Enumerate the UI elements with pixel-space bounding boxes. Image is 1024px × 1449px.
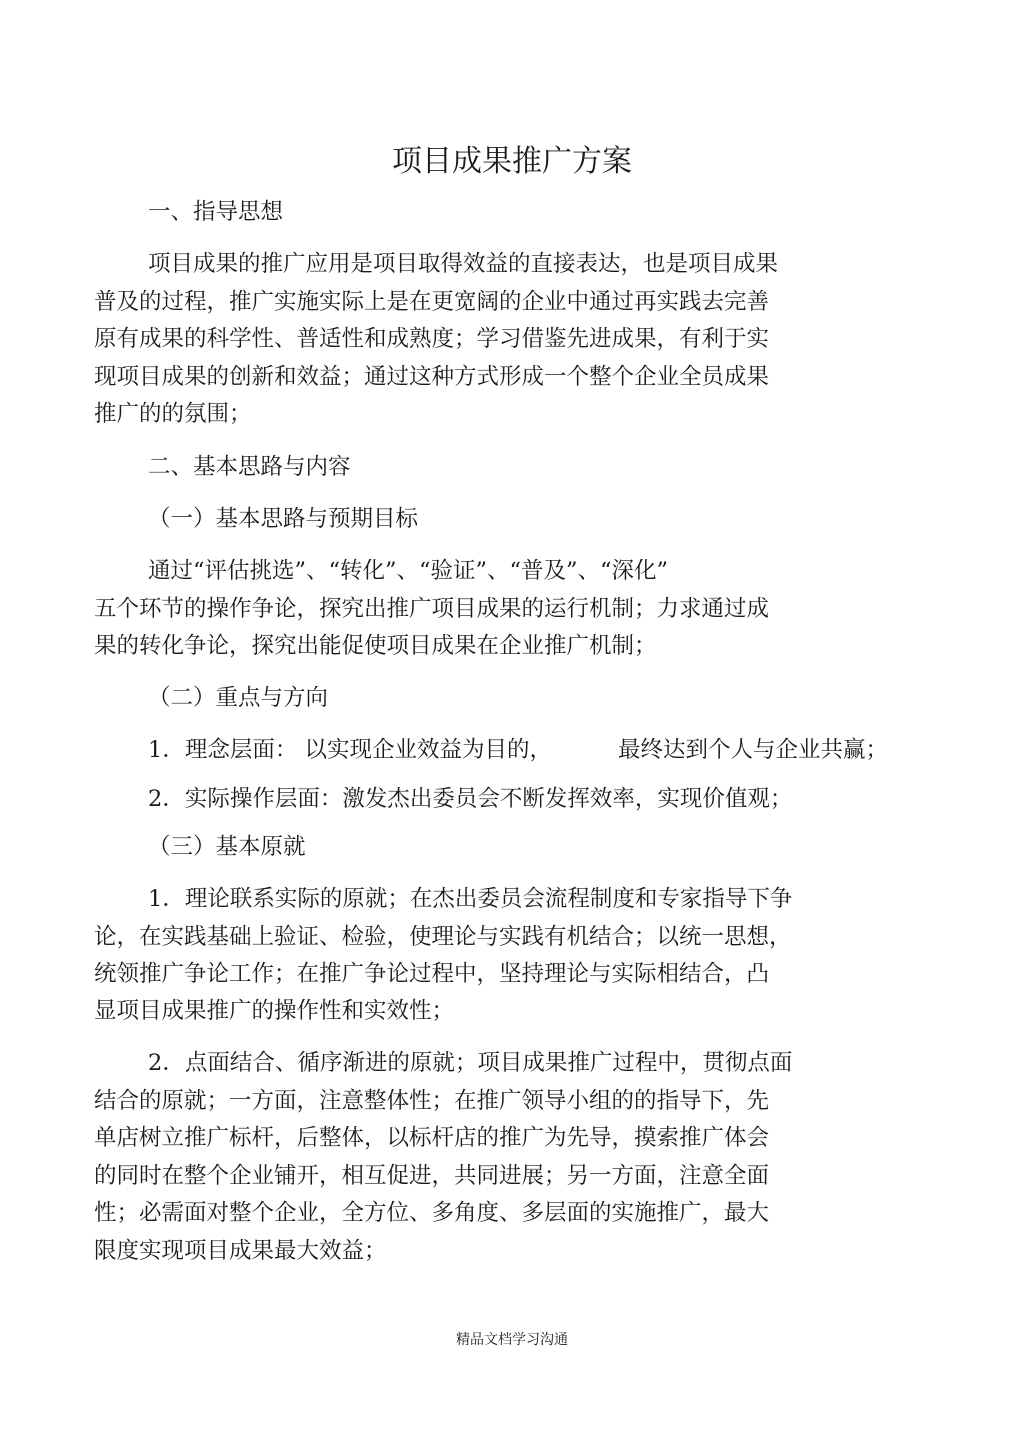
paragraph-line: 2．点面结合、循序渐进的原就；项目成果推广过程中，贯彻点面 xyxy=(148,1050,793,1076)
paragraph-line: 论，在实践基础上验证、检验，使理论与实践有机结合；以统一思想， xyxy=(94,924,792,950)
paragraph-line: 统领推广争论工作；在推广争论过程中，坚持理论与实际相结合，凸 xyxy=(94,961,770,987)
subsection-heading-principles: （三）基本原就 xyxy=(148,834,306,860)
paragraph-line: 果的转化争论，探究出能促使项目成果在企业推广机制； xyxy=(94,633,657,659)
paragraph-line: 显项目成果推广的操作性和实效性； xyxy=(94,998,455,1024)
paragraph-line: 结合的原就；一方面，注意整体性；在推广领导小组的的指导下，先 xyxy=(94,1088,770,1114)
paragraph-line: 现项目成果的创新和效益；通过这种方式形成一个整个企业全员成果 xyxy=(94,364,770,390)
section-heading-basic-ideas: 二、基本思路与内容 xyxy=(148,454,351,480)
paragraph-line: 普及的过程，推广实施实际上是在更宽阔的企业中通过再实践去完善 xyxy=(94,289,770,315)
point-1-part-a: 1．理念层面： 以实现企业效益为目的， xyxy=(148,737,552,763)
paragraph-line: 原有成果的科学性、普适性和成熟度；学习借鉴先进成果，有利于实 xyxy=(94,326,770,352)
paragraph-line: 推广的的氛围； xyxy=(94,401,252,427)
paragraph-line: 的同时在整个企业铺开，相互促进，共同进展；另一方面，注意全面 xyxy=(94,1163,770,1189)
paragraph-line: 性；必需面对整个企业，全方位、多角度、多层面的实施推广，最大 xyxy=(94,1200,770,1226)
point-1-part-b: 最终达到个人与企业共赢； xyxy=(618,737,889,763)
page-footer: 精品文档学习沟通 xyxy=(456,1332,568,1348)
paragraph-line: 五个环节的操作争论，探究出推广项目成果的运行机制；力求通过成 xyxy=(94,596,770,622)
section-heading-guiding-ideology: 一、指导思想 xyxy=(148,199,284,225)
subsection-heading-focus: （二）重点与方向 xyxy=(148,685,329,711)
paragraph-line: 通过“评估挑选”、“转化”、“验证”、“普及”、“深化” xyxy=(148,558,669,584)
point-2: 2．实际操作层面：激发杰出委员会不断发挥效率，实现价值观； xyxy=(148,786,793,812)
paragraph-line: 限度实现项目成果最大效益； xyxy=(94,1238,387,1264)
paragraph-line: 项目成果的推广应用是项目取得效益的直接表达，也是项目成果 xyxy=(148,251,779,277)
paragraph-line: 单店树立推广标杆，后整体，以标杆店的推广为先导，摸索推广体会 xyxy=(94,1125,770,1151)
document-title: 项目成果推广方案 xyxy=(392,144,632,179)
paragraph-line: 1．理论联系实际的原就；在杰出委员会流程制度和专家指导下争 xyxy=(148,886,793,912)
subsection-heading-goals: （一）基本思路与预期目标 xyxy=(148,506,419,532)
